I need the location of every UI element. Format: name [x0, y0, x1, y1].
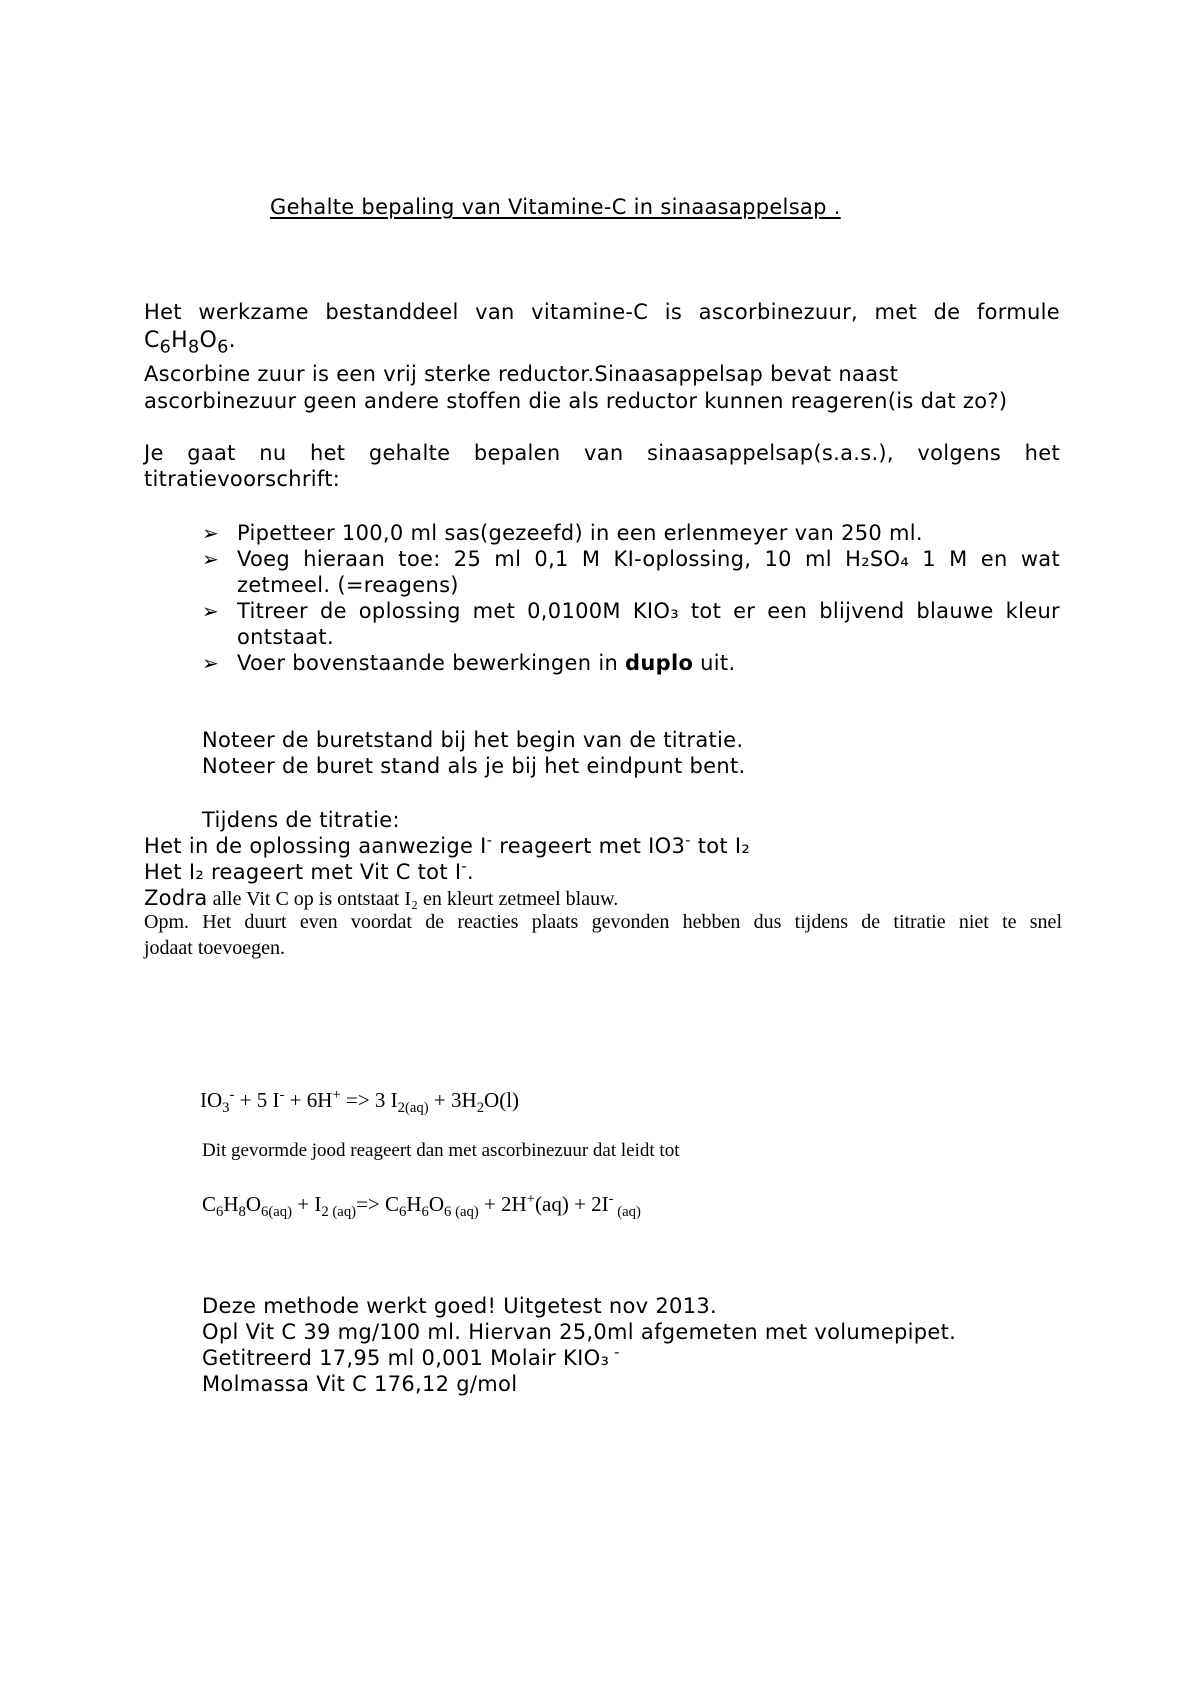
- para2-line-1: Je gaat nu het gehalte bepalen van sinaasappelsap(s.a.s.), volgens het: [144, 441, 1060, 465]
- bullet-2-line-2: zetmeel. (=reagens): [237, 573, 459, 597]
- during-line-1: Het in de oplossing aanwezige I- reageert met IO3- tot I₂: [144, 832, 751, 858]
- intro-line-3: Ascorbine zuur is een vrij sterke reductor.Sinaasappelsap bevat naast: [144, 362, 899, 386]
- during-heading: Tijdens de titratie:: [202, 808, 400, 832]
- bullet-2-line-1: Voeg hieraan toe: 25 ml 0,1 M KI-oplossing, 10 ml H₂SO₄ 1 M en wat: [237, 547, 1060, 571]
- formula-c6h8o6: $C_6H_8O_6$.: [144, 328, 236, 358]
- bullet-1: Pipetteer 100,0 ml sas(gezeefd) in een erlenmeyer van 250 ml.: [237, 521, 923, 545]
- equation-iodate-iodide: $IO_3^- + 5$ I- + 6H+ => 3 $I_{2(aq)} + 3H_2O(l)$: [200, 1087, 520, 1117]
- page-title: Gehalte bepaling van Vitamine-C in sinaasappelsap .: [270, 195, 841, 219]
- note-2: Noteer de buret stand als je bij het eindpunt bent.: [202, 754, 746, 778]
- equation-ascorbic-iodine: $C_6H_8O_{6(aq)} + I_{2 (aq)}=> C_6H_6O_{6 (aq)} + 2H^+(aq) + 2I^-$ $_{(aq)}$: [202, 1191, 641, 1221]
- during-line-5: jodaat toevoegen.: [144, 937, 286, 959]
- arrow-bullet-icon: ➢: [202, 599, 220, 623]
- bullet-3-line-2: ontstaat.: [237, 625, 334, 649]
- result-line-3: Getitreerd 17,95 ml 0,001 Molair KIO₃ -: [202, 1344, 620, 1370]
- note-1: Noteer de buretstand bij het begin van de titratie.: [202, 728, 744, 752]
- para2-line-2: titratievoorschrift:: [144, 467, 341, 491]
- during-line-2: Het I₂ reageert met Vit C tot I-.: [144, 858, 474, 884]
- bullet-3-line-1: Titreer de oplossing met 0,0100M KIO₃ tot er een blijvend blauwe kleur: [237, 599, 1060, 623]
- result-line-1: Deze methode werkt goed! Uitgetest nov 2013.: [202, 1294, 717, 1318]
- during-line-4: Opm. Het duurt even voordat de reacties plaats gevonden hebben dus tijdens de titratie niet te snel: [144, 911, 1062, 933]
- arrow-bullet-icon: ➢: [202, 521, 220, 545]
- arrow-bullet-icon: ➢: [202, 651, 220, 675]
- equation-explanation: Dit gevormde jood reageert dan met ascorbinezuur dat leidt tot: [202, 1140, 680, 1161]
- arrow-bullet-icon: ➢: [202, 547, 220, 571]
- result-line-2: Opl Vit C 39 mg/100 ml. Hiervan 25,0ml afgemeten met volumepipet.: [202, 1320, 957, 1344]
- bullet-4: Voer bovenstaande bewerkingen in duplo uit.: [237, 651, 736, 675]
- result-line-4: Molmassa Vit C 176,12 g/mol: [202, 1372, 518, 1396]
- intro-line-4: ascorbinezuur geen andere stoffen die als reductor kunnen reageren(is dat zo?): [144, 389, 1008, 413]
- intro-line-1: Het werkzame bestanddeel van vitamine-C is ascorbinezuur, met de formule: [144, 300, 1060, 324]
- during-line-3: Zodra alle Vit C op is ontstaat I₂ en kleurt zetmeel blauw.: [144, 886, 619, 910]
